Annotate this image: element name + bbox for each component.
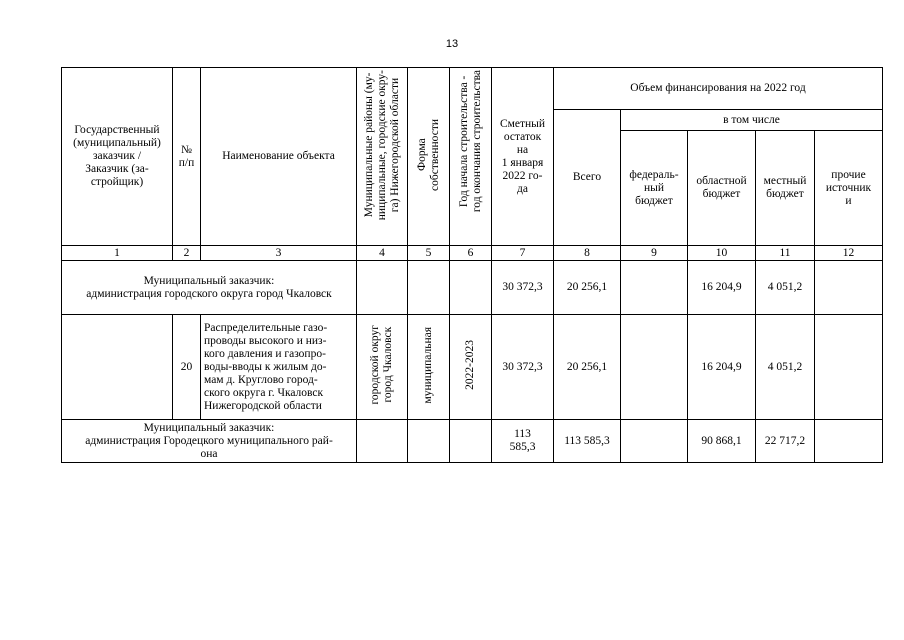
column-number: 3	[201, 246, 357, 261]
group-federal	[621, 261, 688, 315]
column-number: 7	[492, 246, 554, 261]
object-years: 2022-2023	[450, 315, 492, 420]
group-local: 22 717,2	[756, 420, 815, 463]
group-customer: Муниципальный заказчик: администрация Городецкого муниципального рай- она	[62, 420, 357, 463]
column-number: 11	[756, 246, 815, 261]
header-years: Год начала строительства - год окончания строительства	[450, 68, 492, 246]
column-number: 1	[62, 246, 173, 261]
object-row-20	[62, 315, 883, 420]
group-regional: 90 868,1	[688, 420, 756, 463]
header-federal: федераль- ный бюджет	[621, 131, 688, 246]
object-district: городской округ город Чкаловск	[357, 315, 408, 420]
column-number: 9	[621, 246, 688, 261]
object-federal	[621, 315, 688, 420]
object-local: 4 051,2	[756, 315, 815, 420]
group-customer: Муниципальный заказчик: администрация городского округа город Чкаловск	[62, 261, 357, 315]
group-other	[815, 261, 883, 315]
header-customer: Государственный (муниципальный) заказчик / Заказчик (за- стройщик)	[62, 68, 173, 246]
object-customer	[62, 315, 173, 420]
page-number: 13	[445, 38, 459, 50]
header-other: прочие источник и	[815, 131, 883, 246]
header-including: в том числе	[621, 110, 883, 131]
group-regional: 16 204,9	[688, 261, 756, 315]
group-row-chkalovsk	[62, 261, 883, 315]
header-number: № п/п	[173, 68, 201, 246]
header-object-name: Наименование объекта	[201, 68, 357, 246]
group-row-gorodets	[62, 420, 883, 463]
column-number: 5	[408, 246, 450, 261]
object-estimate: 30 372,3	[492, 315, 554, 420]
group-federal	[621, 420, 688, 463]
object-number: 20	[173, 315, 201, 420]
column-numbers-row	[62, 246, 883, 261]
object-regional: 16 204,9	[688, 315, 756, 420]
group-total: 113 585,3	[554, 420, 621, 463]
object-other	[815, 315, 883, 420]
column-number: 4	[357, 246, 408, 261]
header-total: Всего	[554, 110, 621, 246]
group-estimate: 113 585,3	[492, 420, 554, 463]
group-estimate: 30 372,3	[492, 261, 554, 315]
group-district	[357, 420, 408, 463]
column-number: 8	[554, 246, 621, 261]
object-ownership: муниципальная	[408, 315, 450, 420]
group-district	[357, 261, 408, 315]
group-ownership	[408, 261, 450, 315]
object-total: 20 256,1	[554, 315, 621, 420]
header-regional: областной бюджет	[688, 131, 756, 246]
header-estimate: Сметный остаток на 1 января 2022 го- да	[492, 68, 554, 246]
header-districts: Муниципальные районы (му- ниципальные, городские окру- га) Нижегородской области	[357, 68, 408, 246]
group-years	[450, 261, 492, 315]
group-ownership	[408, 420, 450, 463]
header-financing: Объем финансирования на 2022 год	[554, 68, 883, 110]
column-number: 2	[173, 246, 201, 261]
group-local: 4 051,2	[756, 261, 815, 315]
column-number: 10	[688, 246, 756, 261]
object-name: Распределительные газо- проводы высокого и низ- кого давления и газопро- воды-вводы к жилым до- мам д. Круглово город- ского округа г. Чкаловск Нижегородской области	[201, 315, 357, 420]
header-local: местный бюджет	[756, 131, 815, 246]
header-ownership: Форма собственности	[408, 68, 450, 246]
group-other	[815, 420, 883, 463]
column-number: 12	[815, 246, 883, 261]
column-number: 6	[450, 246, 492, 261]
financing-table	[61, 67, 883, 463]
group-total: 20 256,1	[554, 261, 621, 315]
group-years	[450, 420, 492, 463]
